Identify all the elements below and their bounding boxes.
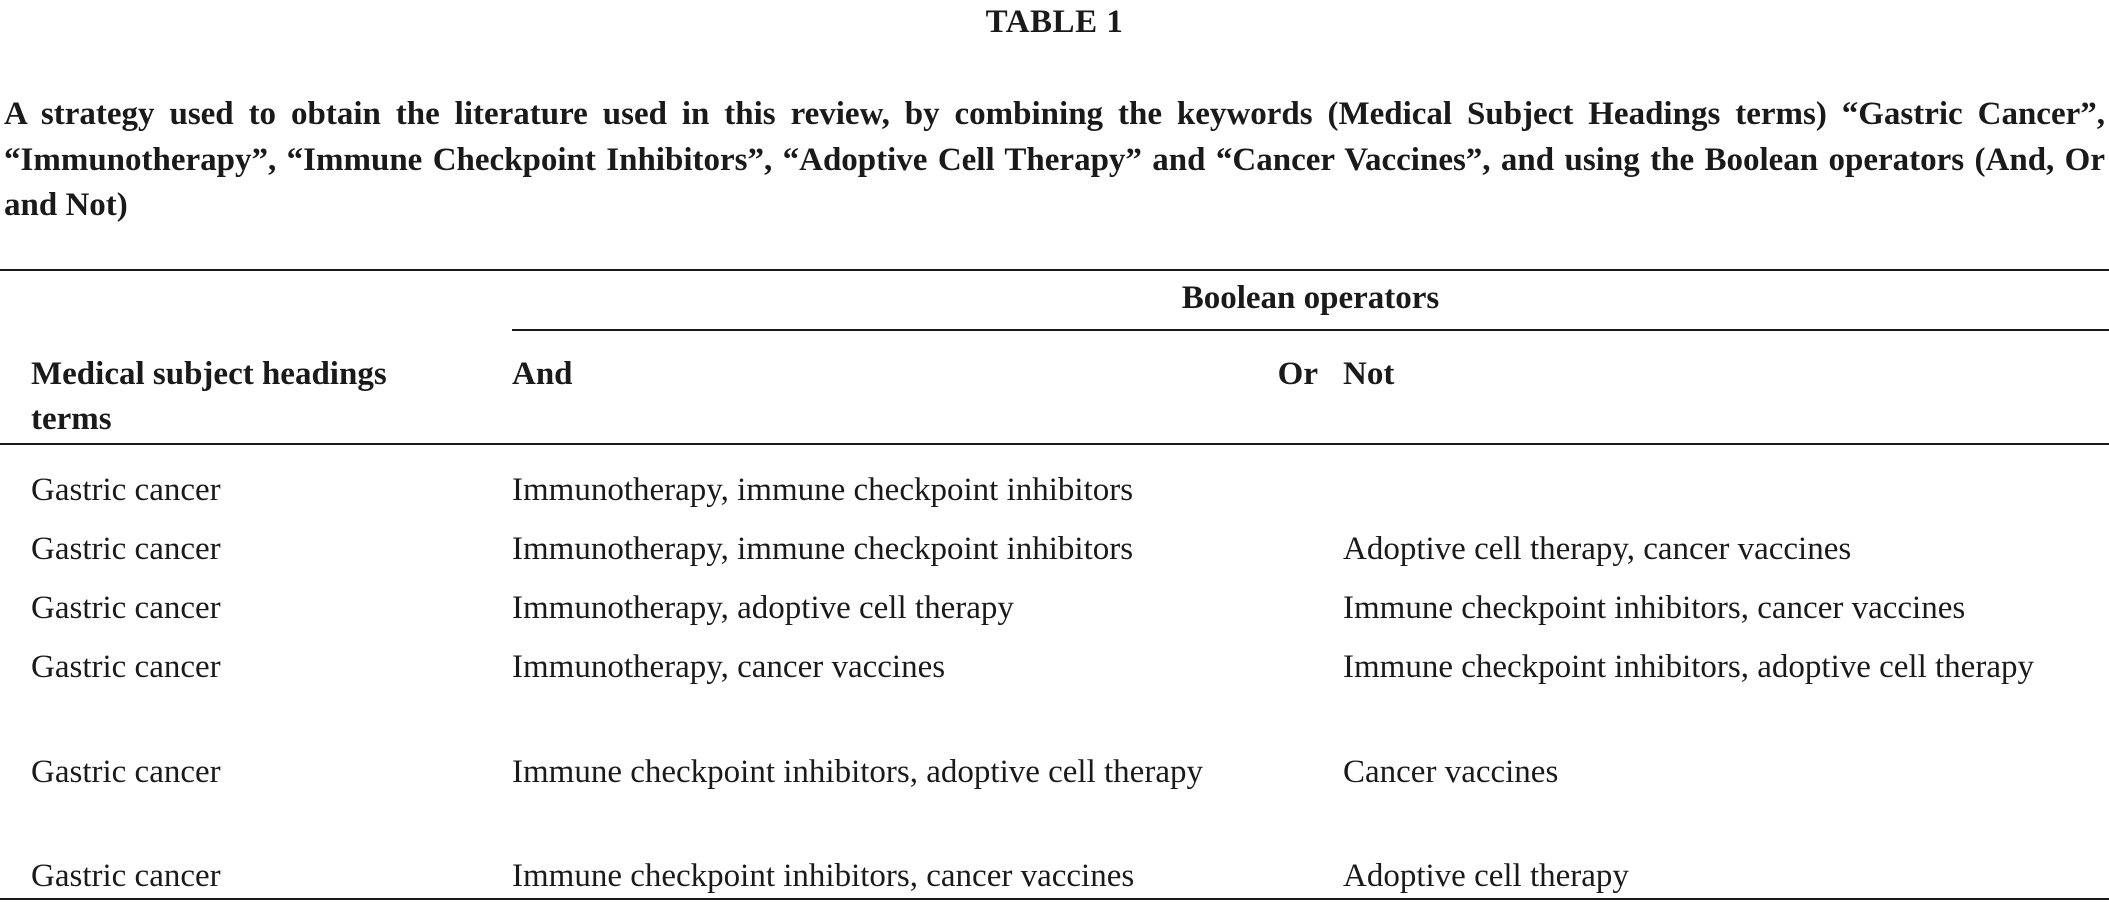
table-cell-not: Adoptive cell therapy, cancer vaccines: [1343, 531, 1852, 567]
table-cell-not: Cancer vaccines: [1343, 754, 1559, 790]
group-header-rule: [512, 329, 2109, 331]
table-cell-term: Gastric cancer: [31, 472, 221, 508]
table-cell-term: Gastric cancer: [31, 858, 221, 894]
top-rule: [0, 269, 2109, 271]
table-cell-term: Gastric cancer: [31, 649, 221, 685]
table-cell-and: Immunotherapy, immune checkpoint inhibitors: [512, 531, 1134, 567]
column-header-and: And: [512, 356, 573, 392]
column-group-boolean-operators: Boolean operators: [1181, 280, 1440, 316]
table-cell-and: Immunotherapy, immune checkpoint inhibitors: [512, 472, 1134, 508]
column-header-mesh-terms: Medical subject headings terms: [31, 356, 387, 437]
table-cell-and: Immune checkpoint inhibitors, adoptive cell therapy: [512, 754, 1203, 790]
header-bottom-rule: [0, 443, 2109, 445]
table-cell-term: Gastric cancer: [31, 754, 221, 790]
table-label: TABLE 1: [985, 4, 1124, 40]
table-cell-term: Gastric cancer: [31, 531, 221, 567]
table-cell-not: Adoptive cell therapy: [1343, 858, 1629, 894]
table-caption: A strategy used to obtain the literature used in this review, by combining the keywords (Medical Subject Headings terms) “Gastric Cancer”, “Immunotherapy”, “Immune Checkpoint Inhibitors”, “Adoptive Cell Therapy” and “Cancer Vaccines”, and using the Boolean operators (And, Or and Not): [4, 96, 2105, 223]
table-cell-and: Immunotherapy, adoptive cell therapy: [512, 590, 1014, 626]
column-header-not: Not: [1343, 356, 1395, 392]
table-cell-term: Gastric cancer: [31, 590, 221, 626]
column-header-or: Or: [1277, 356, 1318, 392]
table-cell-and: Immunotherapy, cancer vaccines: [512, 649, 946, 685]
table-cell-not: Immune checkpoint inhibitors, cancer vaccines: [1343, 590, 1966, 626]
table-cell-not: Immune checkpoint inhibitors, adoptive cell therapy: [1343, 649, 2034, 685]
table-cell-and: Immune checkpoint inhibitors, cancer vaccines: [512, 858, 1135, 894]
